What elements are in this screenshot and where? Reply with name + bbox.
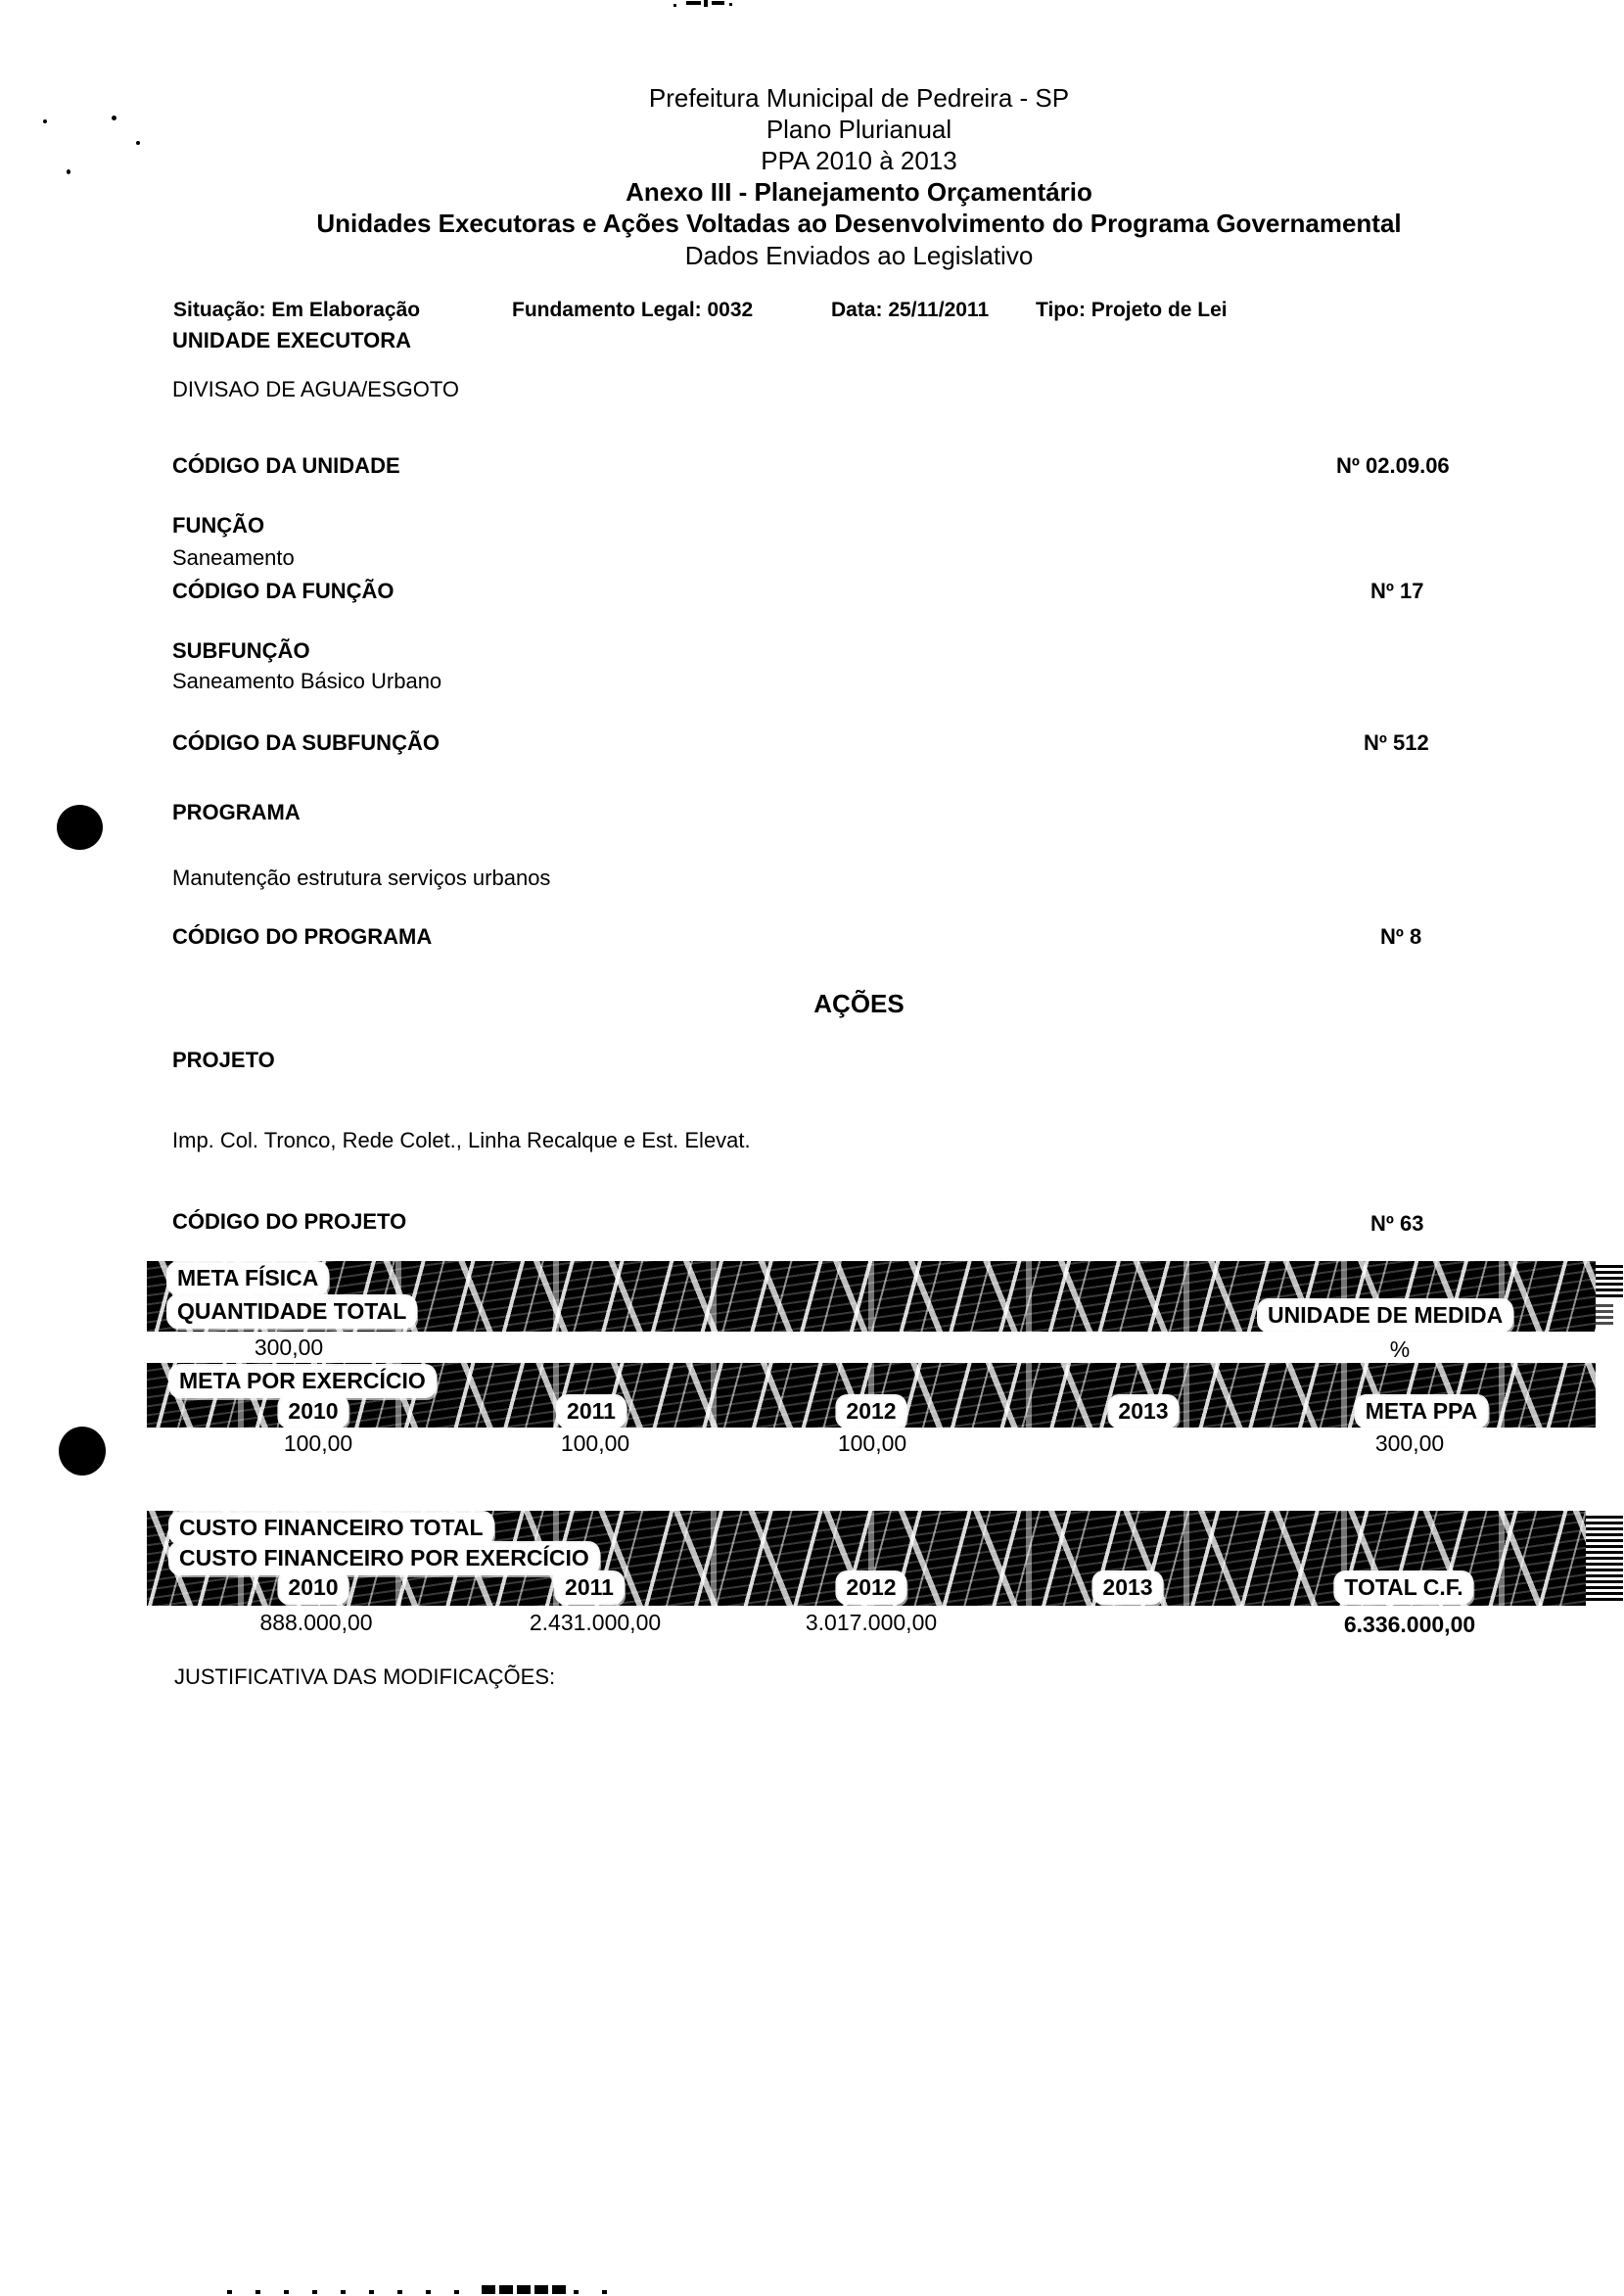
quantidade-total-label: QUANTIDADE TOTAL: [168, 1296, 415, 1327]
scan-speck: [673, 4, 676, 7]
meta-ppa-label: META PPA: [1357, 1396, 1487, 1427]
subfuncao-heading: SUBFUNÇÃO: [172, 638, 310, 663]
projeto-heading: PROJETO: [172, 1048, 275, 1072]
fundamento-legal-field: Fundamento Legal: 0032: [512, 299, 754, 321]
codigo-do-programa-number: Nº 8: [1380, 924, 1422, 949]
projeto-value: Imp. Col. Tronco, Rede Colet., Linha Recalque e Est. Elevat.: [172, 1128, 751, 1152]
programa-value: Manutenção estrutura serviços urbanos: [172, 866, 551, 890]
scan-speck: [67, 169, 70, 174]
custo-financeiro-total-label: CUSTO FINANCEIRO TOTAL: [170, 1513, 492, 1543]
codigo-da-funcao-number: Nº 17: [1370, 579, 1424, 603]
document-header-period: PPA 2010 à 2013: [761, 146, 957, 175]
document-header-plan: Plano Plurianual: [766, 115, 952, 144]
data-field: Data: 25/11/2011: [831, 299, 990, 321]
codigo-do-programa-label: CÓDIGO DO PROGRAMA: [172, 924, 433, 949]
programa-heading: PROGRAMA: [172, 800, 301, 824]
year-label-2011: 2011: [556, 1572, 623, 1603]
ink-dot: [57, 805, 103, 850]
codigo-da-unidade-number: Nº 02.09.06: [1336, 453, 1450, 478]
year-label-2010: 2010: [279, 1396, 347, 1427]
scan-speck: [43, 119, 47, 123]
total-cf-label: TOTAL C.F.: [1335, 1572, 1471, 1603]
unidade-executora-value: DIVISAO DE AGUA/ESGOTO: [172, 377, 460, 401]
custo-value-2011: 2.431.000,00: [529, 1610, 662, 1635]
scan-artifact-bottom-dashes: [227, 2290, 482, 2294]
ink-dot: [59, 1427, 106, 1476]
document-header-org: Prefeitura Municipal de Pedreira - SP: [648, 83, 1070, 113]
situacao-field: Situação: Em Elaboração: [173, 299, 421, 321]
scan-artifact-bottom-blob: [482, 2285, 568, 2294]
scan-artifact-bottom-dashes: [574, 2290, 613, 2294]
codigo-da-subfuncao-label: CÓDIGO DA SUBFUNÇÃO: [172, 730, 440, 755]
year-label-2013: 2013: [1093, 1572, 1161, 1603]
scan-streak: [1586, 1516, 1623, 1602]
unidade-executora-heading: UNIDADE EXECUTORA: [172, 328, 412, 352]
year-label-2011: 2011: [558, 1396, 625, 1427]
total-cf-value: 6.336.000,00: [1343, 1612, 1476, 1637]
acoes-heading: AÇÕES: [813, 989, 905, 1018]
codigo-da-funcao-label: CÓDIGO DA FUNÇÃO: [172, 579, 394, 603]
unidade-medida-value: %: [1389, 1336, 1411, 1362]
funcao-value: Saneamento: [172, 545, 295, 570]
quantidade-total-value: 300,00: [254, 1335, 324, 1360]
scan-artifact-top-dashes: [673, 0, 732, 8]
document-header-annex: Anexo III - Planejamento Orçamentário: [626, 177, 1092, 207]
meta-por-exercicio-label: META POR EXERCÍCIO: [170, 1366, 435, 1396]
scan-speck: [729, 3, 732, 6]
meta-fisica-band: [147, 1261, 1596, 1332]
custo-por-exercicio-label: CUSTO FINANCEIRO POR EXERCÍCIO: [170, 1543, 598, 1573]
meta-por-exercicio-band: [147, 1363, 1596, 1428]
meta-fisica-label: META FÍSICA: [168, 1263, 327, 1293]
year-label-2012: 2012: [837, 1572, 905, 1603]
scan-speck: [712, 1, 724, 5]
unidade-de-medida-label: UNIDADE DE MEDIDA: [1259, 1300, 1511, 1331]
scan-speck: [704, 0, 708, 7]
custo-value-2012: 3.017.000,00: [805, 1610, 938, 1635]
year-label-2010: 2010: [279, 1572, 347, 1603]
scan-speck: [686, 1, 701, 5]
document-header-note: Dados Enviados ao Legislativo: [684, 241, 1034, 270]
scan-streak: [1596, 1265, 1623, 1298]
codigo-do-projeto-number: Nº 63: [1370, 1211, 1424, 1236]
subfuncao-value: Saneamento Básico Urbano: [172, 669, 442, 693]
custo-value-2010: 888.000,00: [259, 1610, 373, 1635]
codigo-da-subfuncao-number: Nº 512: [1364, 730, 1429, 755]
meta-value-2010: 100,00: [283, 1430, 353, 1456]
codigo-da-unidade-label: CÓDIGO DA UNIDADE: [172, 453, 400, 478]
funcao-heading: FUNÇÃO: [172, 513, 265, 538]
custo-financeiro-band: [147, 1511, 1586, 1606]
meta-value-2011: 100,00: [560, 1430, 630, 1456]
document-header-subtitle: Unidades Executoras e Ações Voltadas ao Desenvolvimento do Programa Governamental: [316, 209, 1402, 238]
meta-ppa-value: 300,00: [1374, 1430, 1445, 1456]
year-label-2013: 2013: [1109, 1396, 1177, 1427]
meta-value-2012: 100,00: [837, 1430, 907, 1456]
tipo-field: Tipo: Projeto de Lei: [1036, 299, 1228, 321]
scan-streak: [1596, 1304, 1613, 1326]
justificativa-heading: JUSTIFICATIVA DAS MODIFICAÇÕES:: [174, 1664, 556, 1689]
year-label-2012: 2012: [837, 1396, 905, 1427]
codigo-do-projeto-label: CÓDIGO DO PROJETO: [172, 1209, 407, 1234]
